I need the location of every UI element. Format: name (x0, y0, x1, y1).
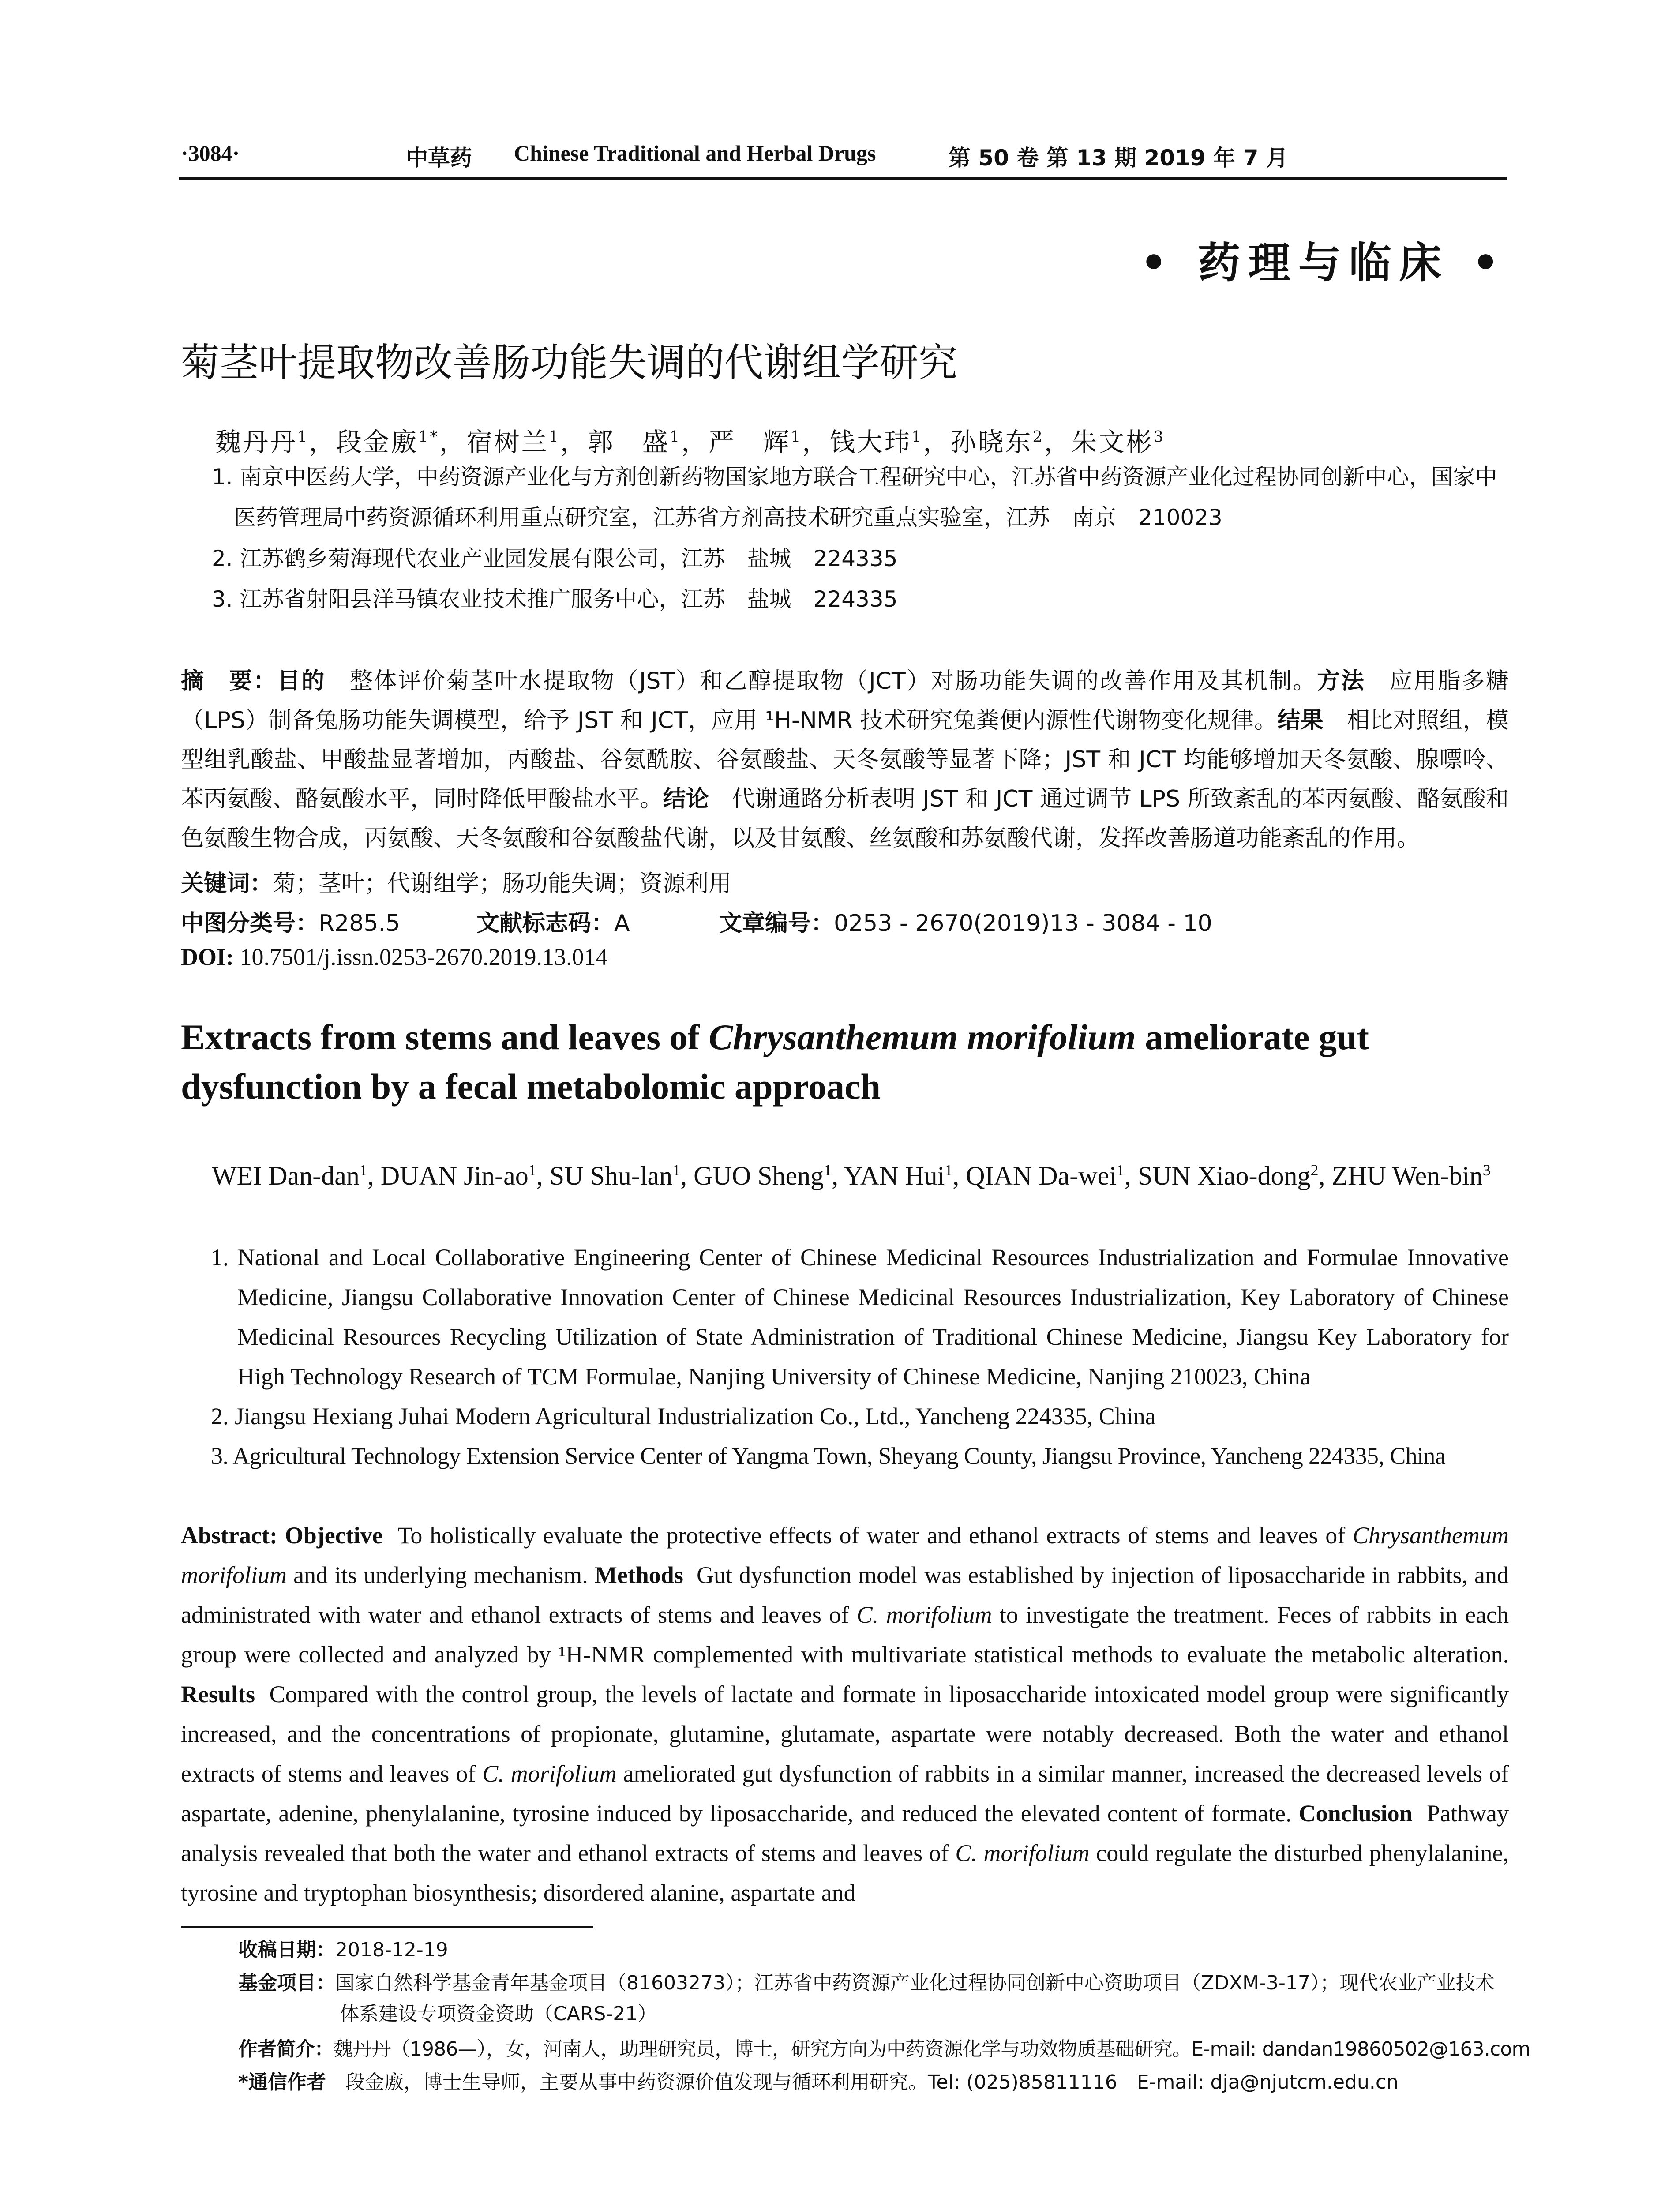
author-name: QIAN Da-wei (966, 1161, 1117, 1190)
authors-en: WEI Dan-dan$^1$, DUAN Jin-$ao^1$, SU Shu-lan$^1$, GUO Sheng$^1$, YAN Hui$^1$, QIAN Da-wei$^1$, SUN Xiao-dong$^2$, ZHU Wen-bin$^3$ (212, 1161, 1491, 1190)
title-en-part2: ameliorate gut dysfunction by a fecal metabolomic approach (181, 1017, 1369, 1107)
objective-cn: 整体评价菊茎叶水提取物（JST）和乙醇提取物（JCT）对肠功能失调的改善作用及其机制。 (349, 668, 1317, 694)
author-affiliation-mark: 1 (791, 428, 802, 446)
conclusion-label-cn: 结论 (663, 786, 709, 812)
affiliation-en-3: 3. Agricultural Technology Extension Service Center of Yangma Town, Sheyang County, Jiangsu Province, Yancheng 224335, China (211, 1443, 1446, 1469)
results-en-b: ameliorated gut dysfunction of rabbits in a similar manner, increased the decreased levels of aspartate, adenine, phenylalanine, tyrosine induced by liposaccharide, and reduced the elevated content of formate. (181, 1760, 1509, 1827)
objective-en-a: To holistically evaluate the protective effects of water and ethanol extracts of stems and leaves of (398, 1522, 1353, 1549)
abstract-en-label: Abstract: (181, 1522, 278, 1549)
footnote-author (238, 2034, 1530, 2065)
title-en (181, 1013, 1509, 1111)
author-affiliation-mark: 1 (297, 428, 309, 446)
keywords-text: 菊；茎叶；代谢组学；肠功能失调；资源利用 (273, 870, 732, 897)
objective-en-b: and its underlying mechanism. (287, 1562, 588, 1588)
methods-en-b: to investigate the treatment. Feces of rabbits in each group were collected and analyzed by ¹H-NMR complemented with multivariate statistical methods to evaluate the metabolic alteration. (181, 1602, 1509, 1668)
affiliation-cn-3: 3. 江苏省射阳县洋马镇农业技术推广服务中心，江苏 盐城 224335 (212, 586, 898, 612)
clc-label: 中图分类号： (181, 910, 319, 937)
author-affiliation-mark: 3 (1153, 428, 1165, 446)
doi-value[interactable]: 10.7501/j.issn.0253-2670.2019.13.014 (240, 944, 608, 970)
author-affiliation-mark: 1 (548, 428, 560, 446)
results-label-cn: 结果 (1277, 707, 1324, 734)
author-name: ZHU Wen-bin (1331, 1161, 1483, 1190)
document-code (476, 904, 630, 938)
author-name: 宿树兰 (466, 427, 549, 457)
doc-value: A (614, 910, 630, 937)
author-affiliation-mark: 2 (1032, 428, 1044, 446)
methods-en-a: Gut dysfunction model was established by injection of liposaccharide in rabbits, and administrated with water and ethanol extracts of stems and leaves of (181, 1562, 1509, 1628)
footnote-received (238, 1935, 1509, 1966)
objective-en-species: Chrysanthemum morifolium (181, 1522, 1509, 1588)
fund-text: 国家自然科学基金青年基金项目（81603273）；江苏省中药资源产业化过程协同创新中心资助项目（ZDXM-3-17）；现代农业产业技术体系建设专项资金资助（CARS-21） (335, 1972, 1495, 2025)
footnote-corresponding (238, 2067, 1509, 2098)
author-name: 郭 盛 (587, 427, 670, 457)
author-name: 钱大玮 (829, 427, 912, 457)
results-label-en: Results (181, 1681, 255, 1707)
corresponding-label: *通信作者 (238, 2071, 326, 2093)
author-name: 孙晓东 (950, 427, 1033, 457)
conclusion-en-a: Pathway analysis revealed that both the water and ethanol extracts of stems and leaves of (181, 1800, 1509, 1866)
article-number (719, 904, 1212, 938)
author-affiliation-mark: 1 (669, 428, 682, 446)
author-name: 魏丹丹 (215, 427, 298, 457)
title-en-species: Chrysanthemum morifolium (709, 1017, 1136, 1057)
methods-label-cn: 方法 (1317, 668, 1365, 694)
journal-issue: 第 50 卷 第 13 期 2019 年 7 月 (949, 145, 1288, 171)
abstract-cn (181, 662, 1509, 858)
author-name: DUAN Jin-ao (380, 1161, 529, 1190)
author-name: WEI Dan-dan (212, 1161, 360, 1190)
affiliation-en-2: 2. Jiangsu Hexiang Juhai Modern Agricultural Industrialization Co., Ltd., Yancheng 224335, China (211, 1403, 1156, 1429)
author-affiliation-mark: 1 (945, 1161, 953, 1179)
corresponding-text: 段金廒，博士生导师，主要从事中药资源价值发现与循环利用研究。Tel: (025)85811116 E-mail: dja@njutcm.edu.cn (345, 2071, 1399, 2093)
clc-number (181, 904, 400, 938)
doc-label: 文献标志码： (476, 910, 615, 937)
journal-name-en: Chinese Traditional and Herbal Drugs (514, 141, 876, 165)
author-name: GUO Sheng (694, 1161, 824, 1190)
results-en-a: Compared with the control group, the levels of lactate and formate in liposaccharide intoxicated model group were significantly increased, and the concentrations of propionate, glutamine, glutamate, aspartate were notably decreased. Both the water and ethanol extracts of stems and leaves of (181, 1681, 1509, 1787)
footnote-rule (181, 1926, 593, 1928)
author-affiliation-mark: 1 (911, 428, 923, 446)
article-label: 文章编号： (719, 910, 834, 937)
author-name: SUN Xiao-dong (1137, 1161, 1311, 1190)
author-bio-text: 魏丹丹（1986—），女，河南人，助理研究员，博士，研究方向为中药资源化学与功效物质基础研究。E-mail: dandan19860502@163.com (334, 2038, 1530, 2060)
author-name: 朱文彬 (1071, 427, 1154, 457)
abstract-cn-label: 摘 要： (181, 668, 278, 694)
keywords-label: 关键词： (181, 870, 273, 897)
methods-label-en: Methods (594, 1562, 683, 1588)
conclusion-en-species: C. morifolium (955, 1840, 1090, 1866)
results-cn: 相比对照组，模型组乳酸盐、甲酸盐显著增加，丙酸盐、谷氨酰胺、谷氨酸盐、天冬氨酸等显著下降；JST 和 JCT 均能够增加天冬氨酸、腺嘌呤、苯丙氨酸、酪氨酸水平，同时降低甲酸盐水平。 (181, 707, 1509, 812)
section-tag: • 药理与临床 • (1140, 238, 1507, 288)
affiliation-cn-1: 1. 南京中医药大学，中药资源产业化与方剂创新药物国家地方联合工程研究中心，江苏省中药资源产业化过程协同创新中心，国家中医药管理局中药资源循环利用重点研究室，江苏省方剂高技术研究重点实验室，江苏 南京 210023 (212, 464, 1497, 530)
objective-label-en: Objective (285, 1522, 383, 1549)
page-number: ·3084· (181, 141, 240, 165)
methods-cn: 应用脂多糖（LPS）制备兔肠功能失调模型，给予 JST 和 JCT，应用 ¹H-NMR 技术研究兔粪便内源性代谢物变化规律。 (181, 668, 1509, 734)
doi (181, 943, 608, 971)
methods-en-species: C. morifolium (856, 1602, 992, 1628)
affiliation-en-1: 1. National and Local Collaborative Engineering Center of Chinese Medicinal Resources Industrialization and Formulae Innovative Medicine, Jiangsu Collaborative Innovation Center of Chinese Medicinal Resources Industrialization, Key Laboratory of Chinese Medicinal Resources Recycling Utilization of State Administration of Traditional Chinese Medicine, Jiangsu Key Laboratory for High Technology Research of TCM Formulae, Nanjing University of Chinese Medicine, Nanjing 210023, China (211, 1244, 1509, 1390)
received-date: 2018-12-19 (335, 1939, 448, 1961)
authors-cn: 魏丹丹$^1$，段金廒$^{1*}$，宿树兰$^1$，郭 盛$^1$，严 辉$^1$，钱大玮$^1$，孙晓东$^2$，朱文彬$^3$ (215, 427, 1165, 457)
affiliation-cn-2: 2. 江苏鹤乡菊海现代农业产业园发展有限公司，江苏 盐城 224335 (212, 546, 898, 571)
journal-name-cn: 中草药 (406, 145, 472, 171)
title-cn: 菊茎叶提取物改善肠功能失调的代谢组学研究 (181, 340, 958, 385)
fund-label: 基金项目： (238, 1972, 335, 1994)
conclusion-cn: 代谢通路分析表明 JST 和 JCT 通过调节 LPS 所致紊乱的苯丙氨酸、酪氨酸和色氨酸生物合成，丙氨酸、天冬氨酸和谷氨酸盐代谢，以及甘氨酸、丝氨酸和苏氨酸代谢，发挥改善肠道功能紊乱的作用。 (181, 786, 1509, 852)
conclusion-en-b: could regulate the disturbed phenylalanine, tyrosine and tryptophan biosynthesis; disordered alanine, aspartate and (181, 1840, 1509, 1906)
author-affiliation-mark: 1 (528, 1161, 536, 1179)
author-affiliation-mark: 1* (418, 428, 439, 446)
results-en-species: C. morifolium (482, 1760, 617, 1787)
author-affiliation-mark: 3 (1482, 1161, 1491, 1179)
author-affiliation-mark: 1 (672, 1161, 681, 1179)
author-name: SU Shu-lan (549, 1161, 673, 1190)
conclusion-label-en: Conclusion (1298, 1800, 1413, 1827)
author-name: 严 辉 (709, 427, 791, 457)
objective-label-cn: 目的 (277, 668, 326, 694)
title-en-part1: Extracts from stems and leaves of (181, 1017, 709, 1057)
keywords-cn (181, 865, 731, 898)
header-rule (179, 177, 1507, 180)
author-name: 段金廒 (336, 427, 419, 457)
author-name: YAN Hui (844, 1161, 945, 1190)
author-affiliation-mark: 1 (359, 1161, 368, 1179)
footnote-fund (238, 1968, 1509, 2030)
clc-value: R285.5 (319, 910, 401, 937)
author-bio-label: 作者简介： (238, 2038, 334, 2060)
abstract-en (181, 1516, 1509, 1913)
author-affiliation-mark: 1 (824, 1161, 832, 1179)
doi-label: DOI: (181, 944, 234, 970)
author-affiliation-mark: 1 (1116, 1161, 1125, 1179)
received-label: 收稿日期： (238, 1939, 335, 1961)
article-value: 0253 - 2670(2019)13 - 3084 - 10 (834, 910, 1212, 937)
author-affiliation-mark: 2 (1310, 1161, 1319, 1179)
